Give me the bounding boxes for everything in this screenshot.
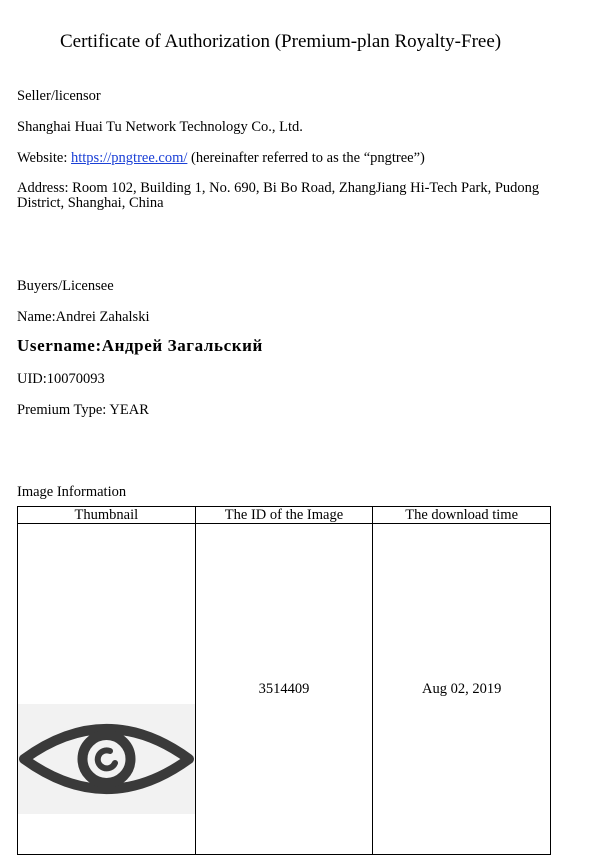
website-suffix: (hereinafter referred to as the “pngtree”) [187,150,425,166]
table-header-row [18,507,551,524]
seller-heading: Seller/licensor [17,88,101,104]
website-link[interactable]: https://pngtree.com/ [71,150,188,166]
buyer-uid: UID:10070093 [17,371,105,387]
buyer-username: Username:Андрей Загальский [17,336,263,355]
column-header-image-id: The ID of the Image [195,507,373,524]
seller-website-line [17,150,425,166]
table-row [18,524,551,855]
image-id-cell: 3514409 [195,524,373,855]
column-header-download-time: The download time [373,507,551,524]
image-info-table [17,506,551,855]
image-info-heading: Image Information [17,484,127,500]
eye-icon [18,713,195,805]
column-header-thumbnail: Thumbnail [18,507,196,524]
thumbnail-image [18,704,195,814]
website-prefix: Website: [17,150,71,166]
seller-address: Address: Room 102, Building 1, No. 690, Bi Bo Road, ZhangJiang Hi-Tech Park, Pudong District, Shanghai, China [17,180,540,211]
download-time-cell: Aug 02, 2019 [373,524,551,855]
certificate-title: Certificate of Authorization (Premium-plan Royalty-Free) [60,31,502,52]
thumbnail-cell [18,524,196,855]
buyer-premium-type: Premium Type: YEAR [17,402,149,418]
buyer-heading: Buyers/Licensee [17,278,114,294]
buyer-name: Name:Andrei Zahalski [17,309,150,325]
seller-company: Shanghai Huai Tu Network Technology Co., Ltd. [17,119,303,135]
